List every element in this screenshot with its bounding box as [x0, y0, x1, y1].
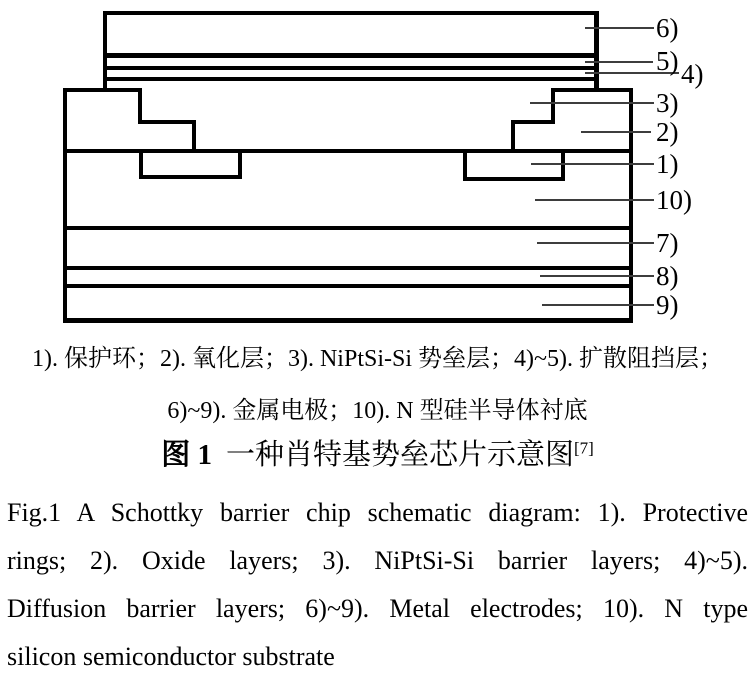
leader-line-9: [542, 304, 654, 306]
left-rim-top-edge: [63, 88, 142, 92]
leader-line-7: [537, 242, 654, 244]
caption-en-line2: rings; 2). Oxide layers; 3). NiPtSi-Si barrier layers; 4)~5).: [7, 546, 748, 575]
caption-en-line1: Fig.1 A Schottky barrier chip schematic diagram: 1). Protective: [7, 498, 748, 527]
figure-title-zh: [0, 436, 755, 474]
leader-line-2: [581, 131, 651, 133]
right-rim-top-edge: [551, 88, 633, 92]
leader-line-3: [530, 102, 654, 104]
leader-line-1: [531, 163, 654, 165]
layer10-7-separator: [63, 226, 633, 230]
layer-label-8: 8): [656, 261, 679, 291]
layer-label-10: 10): [656, 185, 692, 215]
right-step-horizontal: [511, 120, 555, 124]
caption-zh-line2: 6)~9). 金属电极；10). N 型硅半导体衬底: [167, 398, 588, 424]
caption-en-line3: Diffusion barrier layers; 6)~9). Metal electrodes; 10). N type: [7, 594, 748, 623]
caption-en: [7, 489, 748, 681]
protective-ring-right-box: [463, 149, 565, 181]
layer-label-6: 6): [656, 13, 679, 43]
caption-zh-line1: 1). 保护环；2). 氧化层；3). NiPtSi-Si 势垒层；4)~5). 扩散阻挡层；: [32, 346, 723, 372]
leader-line-6: [585, 27, 654, 29]
left-step-vertical-1: [138, 88, 142, 124]
layer7-8-separator: [63, 266, 633, 270]
leader-line-10: [535, 199, 654, 201]
figure-reference-marker: [7]: [573, 438, 594, 458]
right-step-vertical-1: [551, 88, 555, 124]
protective-ring-left-box: [139, 149, 242, 179]
schematic-diagram: [0, 0, 755, 340]
layer6-bottom-line: [103, 53, 599, 58]
left-step-horizontal: [138, 120, 196, 124]
leader-line-8: [540, 275, 654, 277]
caption-en-line4: silicon semiconductor substrate: [7, 642, 335, 671]
layer8-9-separator: [63, 284, 633, 288]
layer-label-7: 7): [656, 228, 679, 258]
leader-line-5: [585, 61, 653, 63]
layer-label-2: 2): [656, 117, 679, 147]
layer-label-9: 9): [656, 290, 679, 320]
layer-label-4: 4): [681, 59, 704, 89]
layer5-bottom-line: [103, 66, 599, 70]
layer-label-3: 3): [656, 88, 679, 118]
figure-number-zh: 图 1: [161, 439, 212, 471]
layer-label-1: 1): [656, 149, 679, 179]
layer-label-5: 5): [656, 46, 679, 76]
figure-title-text-zh: 一种肖特基势垒芯片示意图: [225, 439, 574, 471]
layer4-bottom-line: [103, 77, 599, 81]
